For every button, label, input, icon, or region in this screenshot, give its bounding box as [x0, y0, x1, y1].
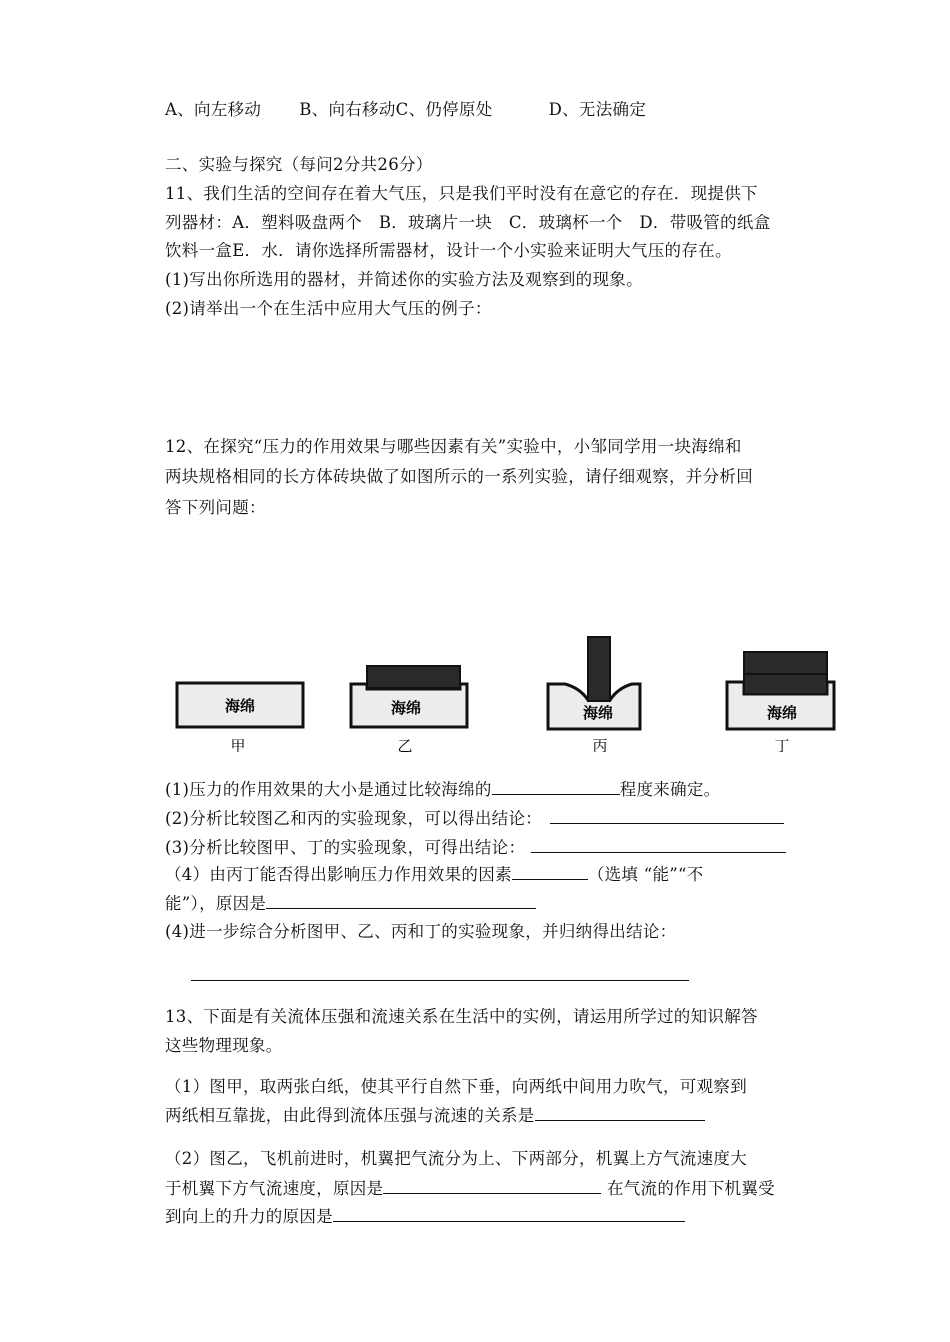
sponge-experiment-figure [170, 632, 850, 752]
q12-line3: 答下列问题： [165, 498, 266, 517]
q13-line2: 这些物理现象。 [165, 1036, 283, 1055]
q12-sub1-text-end: 程度来确定。 [619, 780, 721, 799]
brick-yi [367, 666, 460, 688]
q12-sub2-text: (2)分析比较图乙和丙的实验现象，可以得出结论： [165, 809, 543, 828]
q12-sub4-blank[interactable] [512, 863, 588, 880]
sponge-jia-label: 海绵 [224, 697, 256, 715]
q13-sub1-line2 [165, 1104, 705, 1127]
q13-sub1-blank[interactable] [535, 1104, 705, 1121]
q12-sub3 [165, 836, 786, 859]
q12-sub3-blank[interactable] [531, 836, 786, 853]
brick-bing [588, 637, 610, 701]
q13-sub2-text-end: 在气流的作用下机翼受 [601, 1179, 775, 1198]
q12-sub1-text: (1)压力的作用效果的大小是通过比较海绵的 [165, 780, 492, 799]
q13-sub2-blank2[interactable] [333, 1205, 685, 1222]
figure-label-yi: 乙 [397, 737, 413, 752]
q12-line1: 12、在探究“压力的作用效果与哪些因素有关”实验中，小邹同学用一块海绵和 [165, 437, 742, 456]
q12-sub4 [165, 863, 704, 886]
q12-sub1-blank[interactable] [492, 778, 620, 795]
figure-label-bing: 丙 [592, 737, 608, 752]
figure-ding [727, 652, 834, 752]
q13-sub2-lift-text: 到向上的升力的原因是 [165, 1207, 333, 1226]
figure-label-ding: 丁 [774, 737, 790, 752]
q12-sub4-reason-blank[interactable] [266, 892, 536, 909]
figure-bing [548, 637, 640, 752]
q12-sub5-blank[interactable] [191, 980, 689, 981]
choice-d: D、无法确定 [548, 100, 647, 119]
q13-sub1-line1: （1）图甲，取两张白纸，使其平行自然下垂，向两纸中间用力吹气，可观察到 [165, 1077, 747, 1096]
sponge-ding-label: 海绵 [766, 704, 798, 722]
choice-c: C、仍停原处 [395, 100, 493, 119]
q12-line2: 两块规格相同的长方体砖块做了如图所示的一系列实验，请仔细观察，并分析回 [165, 467, 753, 486]
sponge-yi-label: 海绵 [390, 699, 422, 717]
q12-sub3-text: (3)分析比较图甲、丁的实验现象，可得出结论： [165, 838, 526, 857]
q12-sub4-text-end: （选填 “能”“不 [587, 865, 704, 884]
section-heading: 二、实验与探究（每问2分共26分） [165, 155, 433, 174]
sponge-bing-label: 海绵 [582, 704, 614, 722]
q11-sub2: (2)请举出一个在生活中应用大气压的例子： [165, 299, 492, 318]
q11-line2: 列器材：A．塑料吸盘两个 B．玻璃片一块 C．玻璃杯一个 D．带吸管的纸盒 [165, 213, 771, 232]
brick-ding-top [744, 652, 827, 674]
q13-sub2-line3 [165, 1205, 685, 1228]
choice-b: B、向右移动 [299, 100, 396, 119]
q11-line3: 饮料一盒E．水．请你选择所需器材，设计一个小实验来证明大气压的存在。 [165, 241, 732, 260]
choices-row [165, 99, 646, 121]
figure-label-jia: 甲 [230, 737, 246, 752]
q11-line1: 11、我们生活的空间存在着大气压，只是我们平时没有在意它的存在．现提供下 [165, 184, 758, 203]
q11-sub1: (1)写出你所选用的器材，并简述你的实验方法及观察到的现象。 [165, 270, 643, 289]
q13-sub2-line1: （2）图乙，飞机前进时，机翼把气流分为上、下两部分，机翼上方气流速度大 [165, 1149, 747, 1168]
brick-ding-bottom [744, 674, 827, 694]
q13-sub2-text: 于机翼下方气流速度，原因是 [165, 1179, 384, 1198]
figure-yi [351, 666, 467, 752]
q13-sub1-text: 两纸相互靠拢，由此得到流体压强与流速的关系是 [165, 1106, 535, 1125]
figure-jia [177, 683, 303, 752]
q12-sub4-reason-text: 能”），原因是 [165, 894, 267, 913]
q13-line1: 13、下面是有关流体压强和流速关系在生活中的实例，请运用所学过的知识解答 [165, 1007, 758, 1026]
q13-sub2-line2 [165, 1177, 775, 1200]
q12-sub4-text: （4）由丙丁能否得出影响压力作用效果的因素 [165, 865, 512, 884]
q12-sub2 [165, 807, 784, 830]
q12-sub2-blank[interactable] [550, 807, 784, 824]
choice-a: A、向左移动 [165, 100, 262, 119]
q12-sub5: (4)进一步综合分析图甲、乙、丙和丁的实验现象，并归纳得出结论： [165, 922, 677, 941]
q13-sub2-blank1[interactable] [383, 1177, 601, 1194]
q12-sub1 [165, 778, 721, 801]
q12-sub4-line2 [165, 892, 536, 915]
